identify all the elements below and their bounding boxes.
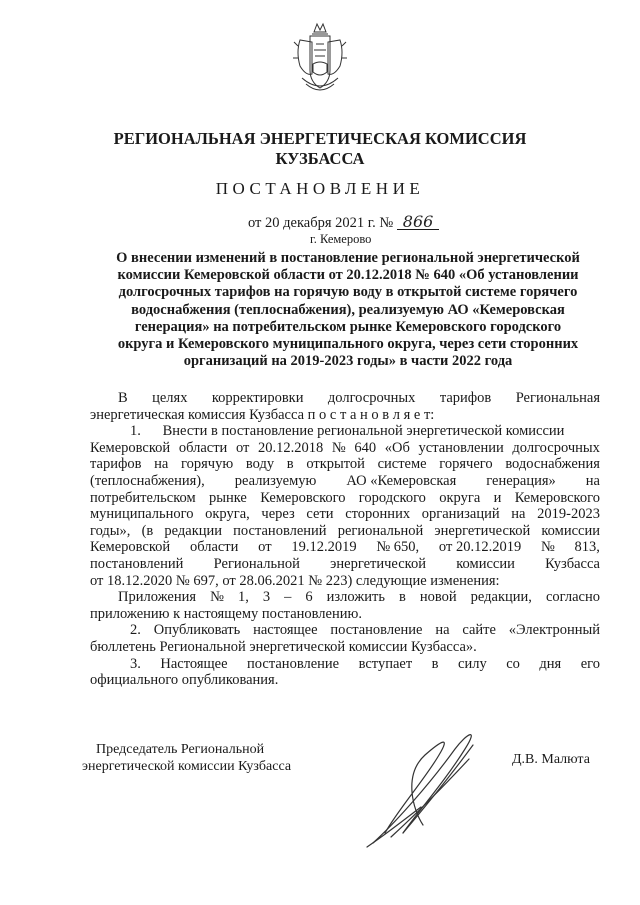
body-word: установлении <box>418 439 504 456</box>
body-word: городского <box>358 489 426 506</box>
body-word: (в <box>141 522 154 539</box>
body-word: Кемеровской <box>90 539 171 556</box>
signatory-title-line1: Председатель Региональной <box>96 742 265 757</box>
body-word: Региональная <box>515 390 600 406</box>
body-word: со <box>506 655 520 672</box>
body-word: его <box>580 655 600 672</box>
document-subject <box>96 250 600 370</box>
organization-name-line1: РЕГИОНАЛЬНАЯ ЭНЕРГЕТИЧЕСКАЯ КОМИССИЯ <box>113 129 527 148</box>
body-word: комиссии <box>456 555 515 572</box>
body-word: долгосрочных <box>512 439 600 456</box>
date-prefix: от 20 декабря 2021 г. № <box>248 215 394 231</box>
subject-line: долгосрочных тарифов на горячую воду в открытой системе горячего <box>118 284 578 301</box>
body-word: горячую <box>181 456 234 473</box>
signatory-title <box>82 741 292 775</box>
body-word: постановление <box>330 622 423 639</box>
body-word: 2. <box>130 622 141 639</box>
body-word: согласно <box>545 589 600 606</box>
body-word: постановлений <box>90 555 184 572</box>
subject-line: округа и Кемеровского муниципального округа, через сети сторонних <box>117 336 579 353</box>
body-line <box>90 490 600 507</box>
body-word: 3 <box>262 589 271 606</box>
body-word: Опубликовать <box>153 622 241 639</box>
body-word: Кузбасса <box>545 555 600 572</box>
handwritten-signature <box>355 715 495 850</box>
body-word: воду <box>245 456 275 473</box>
body-line <box>90 622 600 639</box>
body-word: энергетической <box>434 522 531 539</box>
body-word: 813, <box>574 539 600 556</box>
subject-line: О внесении изменений в постановление региональной энергетической <box>116 250 580 266</box>
document-body <box>90 390 600 689</box>
body-word: муниципального <box>90 506 194 523</box>
subject-line: комиссии Кемеровской области от 20.12.2018 № 640 «Об установлении <box>117 267 579 284</box>
body-word: вступает <box>358 655 413 672</box>
body-word: открытой <box>306 456 365 473</box>
body-word: на <box>435 622 450 639</box>
body-word: в <box>398 589 406 606</box>
body-word: № <box>331 439 346 456</box>
body-word: «Электронный <box>508 622 600 639</box>
organization-name-line2: КУЗБАССА <box>275 149 365 168</box>
body-word: области <box>178 439 228 456</box>
subject-line: водоснабжения (теплоснабжения), реализуемую АО «Кемеровская <box>131 301 565 318</box>
body-word: бюллетень Региональной энергетической комиссии Кузбасса». <box>90 638 477 655</box>
body-word: горячего <box>439 456 493 473</box>
body-word: от 20.12.2019 <box>438 539 522 556</box>
subject-line: организаций на 2019-2023 годы» в части 2022 года <box>183 353 513 370</box>
document-city: г. Кемерово <box>310 232 372 246</box>
document-number: 866 <box>397 215 440 230</box>
body-word: потребительском <box>90 489 196 506</box>
body-word: сайте <box>462 622 496 639</box>
body-word: официального опубликования. <box>90 672 279 689</box>
body-word: 6 <box>305 589 313 606</box>
body-word: рынке <box>209 489 247 506</box>
body-word: корректировки <box>211 390 304 406</box>
body-word: 20.12.2018 <box>258 439 324 456</box>
body-word: сторонних <box>345 506 411 523</box>
body-word: № <box>540 539 555 556</box>
coat-of-arms-emblem <box>292 22 348 98</box>
body-word: в <box>286 456 294 473</box>
body-word: энергетической <box>330 555 426 572</box>
body-word: № <box>210 589 224 606</box>
body-line <box>90 573 600 590</box>
body-word: от <box>235 439 250 456</box>
body-word: энергетическая комиссия Кузбасса п о с т а н о в л я е т: <box>90 406 435 423</box>
body-word: округа <box>439 489 481 506</box>
body-word: организаций <box>421 506 500 523</box>
body-word: Кемеровской <box>90 439 171 456</box>
subject-line: генерация» на потребительском рынке Кемеровского городского <box>134 318 562 335</box>
body-word: изложить <box>326 589 385 606</box>
body-word: на <box>511 506 526 523</box>
body-line <box>90 473 600 490</box>
body-word: 3. <box>130 655 141 672</box>
body-word: Региональной <box>213 555 300 572</box>
body-word: 1, <box>237 589 249 606</box>
body-word: постановление <box>247 655 340 672</box>
signatory-title-line2: энергетической комиссии Кузбасса <box>82 759 292 774</box>
body-word: постановлений <box>233 522 327 539</box>
body-word: 1. Внести в постановление региональной энергетической комиссии <box>130 423 565 440</box>
body-word: сети <box>306 506 334 523</box>
body-word: 640 <box>354 439 377 456</box>
body-word: области <box>189 539 239 556</box>
body-word: приложению к настоящему постановлению. <box>90 605 362 622</box>
body-line <box>90 523 600 540</box>
body-word: и <box>493 489 502 506</box>
body-line <box>90 556 600 573</box>
signatory-name: Д.В. Малюта <box>512 752 590 767</box>
document-date <box>248 212 439 232</box>
body-line <box>90 672 600 689</box>
body-word: «Об <box>384 439 410 456</box>
body-line <box>90 506 600 523</box>
body-word: № 650, <box>376 539 420 556</box>
body-word: через <box>261 506 295 523</box>
body-word: редакции <box>164 522 223 539</box>
body-word: настоящее <box>253 622 318 639</box>
body-word: тарифов <box>90 456 142 473</box>
body-word: долгосрочных <box>327 390 416 406</box>
body-word: реализуемую <box>234 472 317 489</box>
body-word: от <box>258 539 272 556</box>
body-word: системе <box>377 456 427 473</box>
body-word: годы», <box>90 522 131 539</box>
body-word: на <box>154 456 169 473</box>
body-line <box>90 656 600 673</box>
body-line <box>90 589 600 606</box>
body-line <box>90 539 600 556</box>
body-line <box>90 639 600 656</box>
body-word: тарифов <box>439 390 492 406</box>
body-line <box>90 456 600 473</box>
body-line <box>90 423 600 440</box>
document-type: ПОСТАНОВЛЕНИЕ <box>215 179 425 198</box>
body-word: генерация» <box>486 472 556 489</box>
body-word: от 18.12.2020 № 697, от 28.06.2021 № 223) следующие изменения: <box>90 572 500 589</box>
body-word: (теплоснабжения), <box>90 472 205 489</box>
body-word: В <box>118 390 128 406</box>
body-word: целях <box>152 390 188 406</box>
body-line <box>90 407 600 424</box>
body-word: водоснабжения <box>505 456 600 473</box>
body-word: в <box>431 655 439 672</box>
body-word: округа, <box>205 506 250 523</box>
body-word: редакции, <box>470 589 532 606</box>
body-word: Кемеровского <box>260 489 346 506</box>
body-word: – <box>284 589 292 606</box>
body-word: новой <box>419 589 457 606</box>
body-word: силу <box>458 655 487 672</box>
body-word: региональной <box>337 522 424 539</box>
body-word: комиссии <box>541 522 600 539</box>
body-line <box>90 440 600 457</box>
body-line <box>90 390 600 407</box>
body-word: АО «Кемеровская <box>346 472 457 489</box>
body-word: дня <box>539 655 562 672</box>
body-word: 2019-2023 <box>537 506 600 523</box>
body-word: Кемеровского <box>514 489 600 506</box>
body-word: на <box>585 472 600 489</box>
body-line <box>90 606 600 623</box>
body-word: Настоящее <box>160 655 228 672</box>
body-word: Приложения <box>118 589 197 606</box>
body-word: 19.12.2019 <box>291 539 357 556</box>
